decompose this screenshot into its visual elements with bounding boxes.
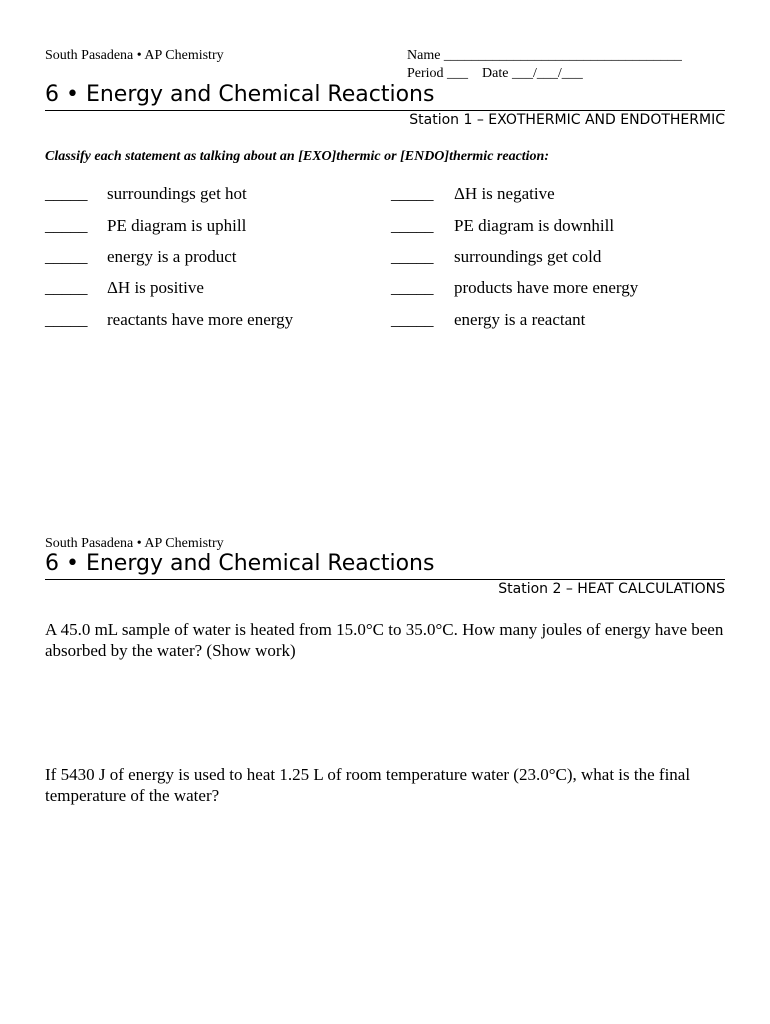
- answer-blank: _____: [391, 247, 434, 266]
- name-line: Name __________________________________: [407, 48, 682, 63]
- station-heading: Station 2 – HEAT CALCULATIONS: [498, 581, 725, 597]
- statement: products have more energy: [454, 278, 639, 297]
- statement: reactants have more energy: [107, 310, 294, 329]
- title-divider: [45, 579, 725, 580]
- statement: surroundings get cold: [454, 247, 602, 266]
- school-course-label: South Pasadena • AP Chemistry: [45, 48, 224, 63]
- answer-blank: _____: [45, 184, 88, 203]
- section-title: 6 • Energy and Chemical Reactions: [45, 82, 435, 107]
- statement: energy is a reactant: [454, 310, 586, 329]
- statement: energy is a product: [107, 247, 237, 266]
- question-1: A 45.0 mL sample of water is heated from 15.0°C to 35.0°C. How many joules of energy have been absorbed by the water? (Show work): [45, 620, 724, 660]
- section-title: 6 • Energy and Chemical Reactions: [45, 551, 435, 576]
- answer-blank: _____: [45, 247, 88, 266]
- statement: ΔH is positive: [107, 278, 204, 297]
- answer-blank: _____: [45, 310, 88, 329]
- answer-blank: _____: [45, 216, 88, 235]
- statement: PE diagram is uphill: [107, 216, 247, 235]
- statement: PE diagram is downhill: [454, 216, 615, 235]
- school-course-label: South Pasadena • AP Chemistry: [45, 536, 224, 551]
- statement: surroundings get hot: [107, 184, 247, 203]
- station-heading: Station 1 – EXOTHERMIC AND ENDOTHERMIC: [409, 112, 725, 128]
- statement: ΔH is negative: [454, 184, 555, 203]
- answer-blank: _____: [391, 216, 434, 235]
- period-date-line: Period ___ Date ___/___/___: [407, 66, 583, 81]
- question-2: If 5430 J of energy is used to heat 1.25 L of room temperature water (23.0°C), what is the final temperature of the water?: [45, 765, 691, 805]
- answer-blank: _____: [391, 278, 434, 297]
- answer-blank: _____: [391, 310, 434, 329]
- instructions: Classify each statement as talking about an [EXO]thermic or [ENDO]thermic reaction:: [45, 149, 550, 164]
- title-divider: [45, 110, 725, 111]
- answer-blank: _____: [391, 184, 434, 203]
- answer-blank: _____: [45, 278, 88, 297]
